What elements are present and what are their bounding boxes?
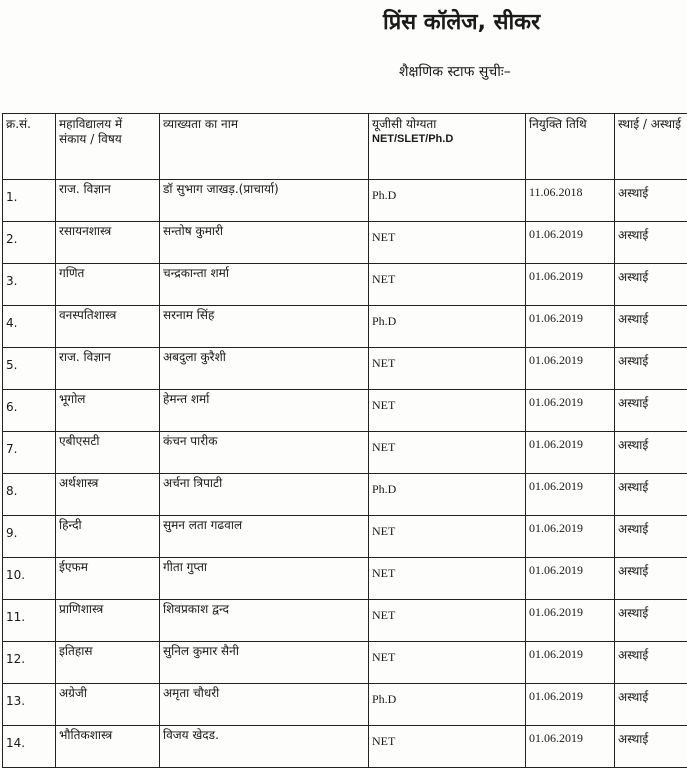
cell-lecturer-name: सन्तोष कुमारी	[160, 222, 369, 264]
table-row	[3, 264, 687, 306]
cell-subject: वनस्पतिशास्त्र	[56, 306, 160, 348]
table-row	[3, 180, 687, 222]
cell-lecturer-name: विजय खेदड.	[160, 726, 369, 768]
cell-status: अस्थाई	[615, 390, 687, 432]
cell-appointment-date: 11.06.2018	[526, 180, 615, 222]
cell-appointment-date: 01.06.2019	[526, 642, 615, 684]
cell-lecturer-name: शिवप्रकाश द्वन्द	[160, 600, 369, 642]
header-serial: क्र.सं.	[3, 114, 56, 180]
header-qualification	[369, 114, 526, 180]
staff-table	[2, 113, 687, 768]
table-row	[3, 432, 687, 474]
cell-subject: प्राणिशास्त्र	[56, 600, 160, 642]
cell-appointment-date: 01.06.2019	[526, 474, 615, 516]
cell-serial: 3.	[3, 264, 56, 306]
cell-qualification: NET	[369, 264, 526, 306]
cell-subject: भूगोल	[56, 390, 160, 432]
table-row	[3, 726, 687, 768]
cell-subject: भौतिकशास्त्र	[56, 726, 160, 768]
cell-qualification: NET	[369, 600, 526, 642]
cell-qualification: NET	[369, 348, 526, 390]
table-row	[3, 306, 687, 348]
cell-qualification: NET	[369, 642, 526, 684]
cell-serial: 4.	[3, 306, 56, 348]
header-appointment-date: नियुक्ति तिथि	[526, 114, 615, 180]
table-row	[3, 222, 687, 264]
cell-status: अस्थाई	[615, 348, 687, 390]
cell-appointment-date: 01.06.2019	[526, 306, 615, 348]
cell-appointment-date: 01.06.2019	[526, 390, 615, 432]
cell-serial: 13.	[3, 684, 56, 726]
cell-serial: 10.	[3, 558, 56, 600]
cell-qualification: Ph.D	[369, 684, 526, 726]
cell-serial: 6.	[3, 390, 56, 432]
cell-lecturer-name: अमृता चौधरी	[160, 684, 369, 726]
cell-status: अस्थाई	[615, 222, 687, 264]
cell-status: अस्थाई	[615, 432, 687, 474]
cell-status: अस्थाई	[615, 642, 687, 684]
table-row	[3, 642, 687, 684]
cell-subject: रसायनशास्त्र	[56, 222, 160, 264]
cell-appointment-date: 01.06.2019	[526, 348, 615, 390]
cell-lecturer-name: अबदुला कुरैशी	[160, 348, 369, 390]
cell-lecturer-name: डॉ सुभाग जाखड़.(प्राचार्या)	[160, 180, 369, 222]
cell-appointment-date: 01.06.2019	[526, 516, 615, 558]
cell-appointment-date: 01.06.2019	[526, 264, 615, 306]
table-header-row	[3, 114, 687, 180]
table-row	[3, 474, 687, 516]
header-subject	[56, 114, 160, 180]
cell-serial: 12.	[3, 642, 56, 684]
table-row	[3, 684, 687, 726]
table-row	[3, 390, 687, 432]
cell-status: अस्थाई	[615, 600, 687, 642]
cell-serial: 14.	[3, 726, 56, 768]
cell-appointment-date: 01.06.2019	[526, 222, 615, 264]
header-subject-line1: महाविद्यालय में	[59, 117, 156, 132]
table-row	[3, 558, 687, 600]
cell-appointment-date: 01.06.2019	[526, 684, 615, 726]
cell-serial: 8.	[3, 474, 56, 516]
cell-qualification: Ph.D	[369, 306, 526, 348]
header-lecturer-name: व्याख्यता का नाम	[160, 114, 369, 180]
cell-status: अस्थाई	[615, 474, 687, 516]
cell-lecturer-name: सरनाम सिंह	[160, 306, 369, 348]
cell-qualification: NET	[369, 432, 526, 474]
cell-status: अस्थाई	[615, 684, 687, 726]
cell-subject: अर्थशास्त्र	[56, 474, 160, 516]
cell-qualification: NET	[369, 390, 526, 432]
table-row	[3, 348, 687, 390]
cell-status: अस्थाई	[615, 516, 687, 558]
cell-lecturer-name: सुमन लता गढवाल	[160, 516, 369, 558]
cell-status: अस्थाई	[615, 306, 687, 348]
page-title: प्रिंस कॉलेज, सीकर	[383, 6, 540, 36]
cell-serial: 7.	[3, 432, 56, 474]
cell-qualification: NET	[369, 516, 526, 558]
cell-qualification: Ph.D	[369, 180, 526, 222]
header-subject-line2: संकाय / विषय	[59, 132, 156, 147]
cell-qualification: Ph.D	[369, 474, 526, 516]
cell-subject: हिन्दी	[56, 516, 160, 558]
cell-subject: राज. विज्ञान	[56, 348, 160, 390]
cell-lecturer-name: चन्द्रकान्ता शर्मा	[160, 264, 369, 306]
cell-status: अस्थाई	[615, 558, 687, 600]
cell-subject: इतिहास	[56, 642, 160, 684]
cell-subject: अग्रेजी	[56, 684, 160, 726]
cell-status: अस्थाई	[615, 264, 687, 306]
cell-serial: 2.	[3, 222, 56, 264]
cell-appointment-date: 01.06.2019	[526, 600, 615, 642]
cell-status: अस्थाई	[615, 180, 687, 222]
cell-subject: ईएफम	[56, 558, 160, 600]
cell-subject: राज. विज्ञान	[56, 180, 160, 222]
cell-serial: 9.	[3, 516, 56, 558]
cell-appointment-date: 01.06.2019	[526, 726, 615, 768]
cell-status: अस्थाई	[615, 726, 687, 768]
cell-lecturer-name: सुनिल कुमार सैनी	[160, 642, 369, 684]
cell-lecturer-name: अर्चना त्रिपाटी	[160, 474, 369, 516]
header-status: स्थाई / अस्थाई	[615, 114, 687, 180]
cell-lecturer-name: हेमन्त शर्मा	[160, 390, 369, 432]
cell-qualification: NET	[369, 222, 526, 264]
header-qualification-line2: NET/SLET/Ph.D	[372, 132, 522, 147]
cell-lecturer-name: कंचन पारीक	[160, 432, 369, 474]
cell-serial: 1.	[3, 180, 56, 222]
cell-subject: गणित	[56, 264, 160, 306]
cell-serial: 5.	[3, 348, 56, 390]
cell-appointment-date: 01.06.2019	[526, 432, 615, 474]
table-row	[3, 600, 687, 642]
header-qualification-line1: यूजीसी योग्यता	[372, 117, 522, 132]
cell-lecturer-name: गीता गुप्ता	[160, 558, 369, 600]
cell-subject: एबीएसटी	[56, 432, 160, 474]
cell-qualification: NET	[369, 558, 526, 600]
page-subtitle: शैक्षणिक स्टाफ सुचीः–	[399, 62, 511, 81]
cell-serial: 11.	[3, 600, 56, 642]
table-row	[3, 516, 687, 558]
cell-appointment-date: 01.06.2019	[526, 558, 615, 600]
cell-qualification: NET	[369, 726, 526, 768]
